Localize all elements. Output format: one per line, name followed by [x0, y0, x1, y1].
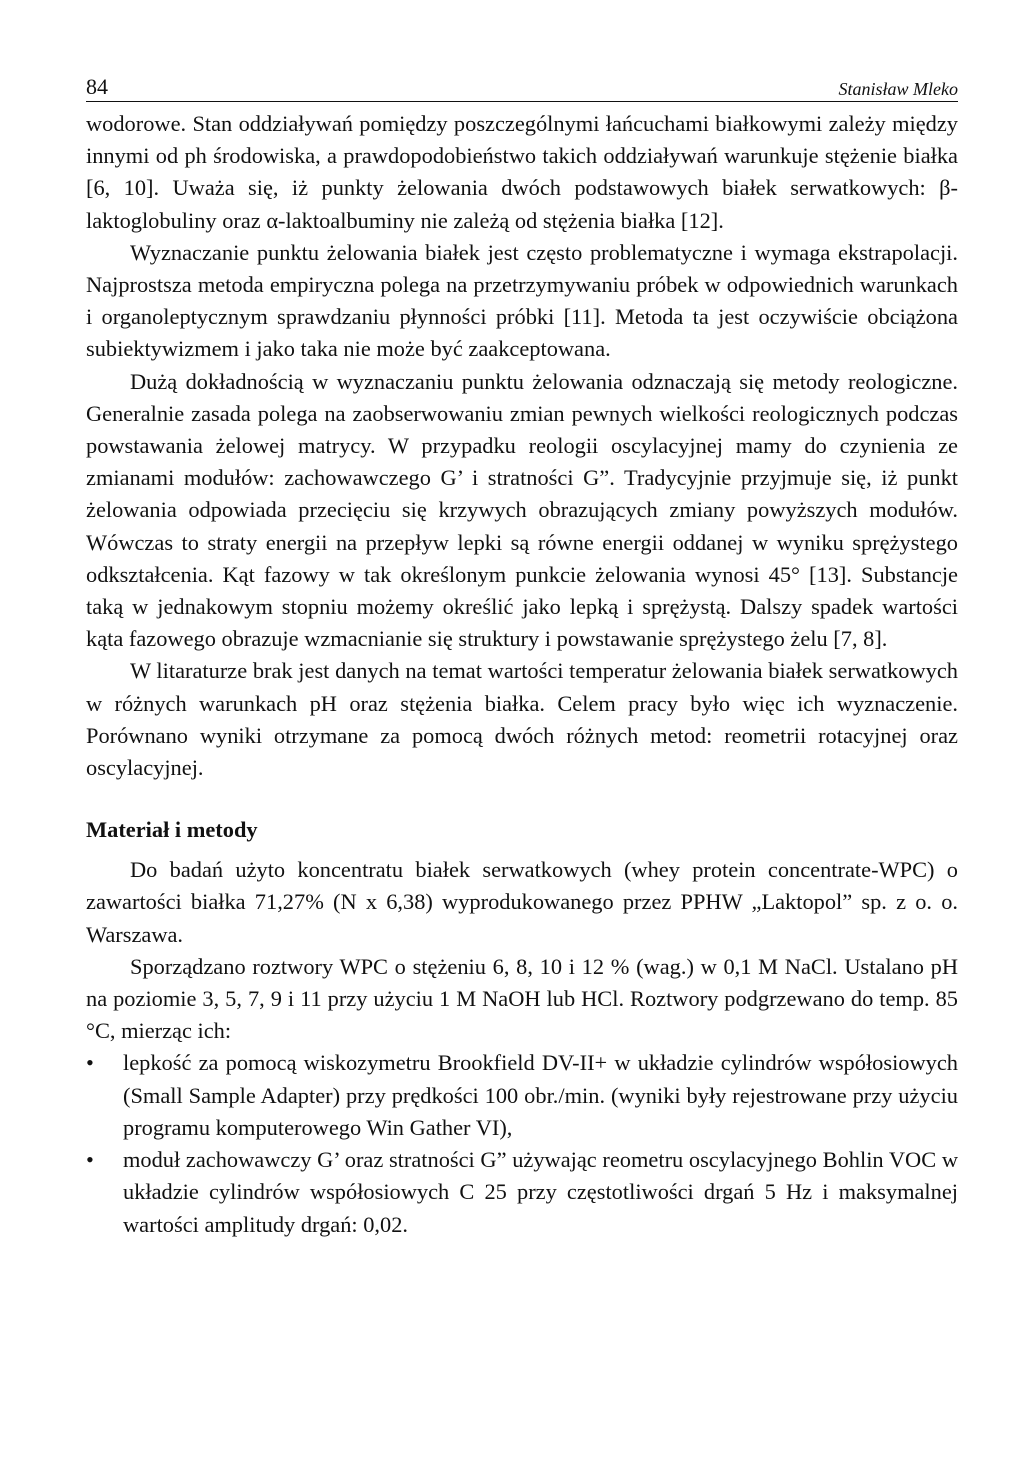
paragraph-rheology: Dużą dokładnością w wyznaczaniu punktu żelowania odznaczają się metody reologiczne. Generalnie zasada polega na zaobserwowaniu zmian pewnych wielkości reologicznych podczas powstawania żelowej matrycy. W przypadku reologii oscylacyjnej mamy do czynienia ze zmianami modułów: zachowawczego G’ i stratności G”. Tradycyjnie przyjmuje się, iż punkt żelowania odpowiada przecięciu się krzywych obrazujących zmiany powyższych modułów. Wówczas to straty energii na przepływ lepki są równe energii oddanej w wyniku sprężystego odkształcenia. Kąt fazowy w tak określonym punkcie żelowania wynosi 45° [13]. Substancje taką w jednakowym stopniu możemy określić jako lepką i sprężystą. Dalszy spadek wartości kąta fazowego obrazuje wzmacnianie się struktury i powstawanie sprężystego żelu [7, 8]. — [86, 368, 958, 652]
list-item — [86, 1047, 958, 1144]
page — [86, 70, 958, 1241]
running-header — [86, 70, 958, 102]
running-header-author: Stanisław Mleko — [838, 79, 958, 99]
bullet-icon: • — [86, 1147, 94, 1173]
measurement-list — [86, 1047, 958, 1240]
list-item-text: moduł zachowawczy G’ oraz stratności G” używając reometru oscylacyjnego Bohlin VOC w układzie cylindrów współosiowych C 25 przy częstotliwości drgań 5 Hz i maksymalnej wartości amplitudy drgań: 0,02. — [123, 1147, 958, 1237]
list-item-text: lepkość za pomocą wiskozymetru Brookfield DV-II+ w układzie cylindrów współosiowych (Small Sample Adapter) przy prędkości 100 obr./min. (wyniki były rejestrowane przy użyciu programu komputerowego Win Gather VI), — [123, 1050, 958, 1140]
article-body — [86, 108, 958, 1241]
paragraph-solutions: Sporządzano roztwory WPC o stężeniu 6, 8, 10 i 12 % (wag.) w 0,1 M NaCl. Ustalano pH na poziomie 3, 5, 7, 9 i 11 przy użyciu 1 M NaOH lub HCl. Roztwory podgrzewano do temp. 85 °C, mierząc ich: — [86, 953, 958, 1044]
paragraph-continuation: wodorowe. Stan oddziaływań pomiędzy poszczególnymi łańcuchami białkowymi zależy między innymi od ph środowiska, a prawdopodobieństwo takich oddziaływań warunkuje stężenie białka [6, 10]. Uważa się, iż punkty żelowania dwóch podstawowych białek serwatkowych: β-laktoglobuliny oraz α-laktoalbuminy nie zależą od stężenia białka [12]. — [86, 111, 958, 233]
paragraph-gelation-point: Wyznaczanie punktu żelowania białek jest często problematyczne i wymaga ekstrapolacji. Najprostsza metoda empiryczna polega na przetrzymywaniu próbek w odpowiednich warunkach i organoleptycznym sprawdzaniu płynności próbki [11]. Metoda ta jest oczywiście obciążona subiektywizmem i jako taka nie może być zaakceptowana. — [86, 239, 958, 362]
bullet-icon: • — [86, 1050, 94, 1076]
paragraph-materials: Do badań użyto koncentratu białek serwatkowych (whey protein concentrate-WPC) o zawartości białka 71,27% (N x 6,38) wyprodukowanego przez PPHW „Laktopol” sp. z o. o. Warszawa. — [86, 857, 958, 947]
section-heading-materials-methods: Materiał i metody — [86, 817, 258, 843]
list-item — [86, 1144, 958, 1241]
paragraph-aim: W litaraturze brak jest danych na temat wartości temperatur żelowania białek serwatkowych w różnych warunkach pH oraz stężenia białka. Celem pracy było więc ich wyznaczenie. Porównano wyniki otrzymane za pomocą dwóch różnych metod: reometrii rotacyjnej oraz oscylacyjnej. — [86, 658, 958, 781]
page-number: 84 — [86, 74, 108, 99]
